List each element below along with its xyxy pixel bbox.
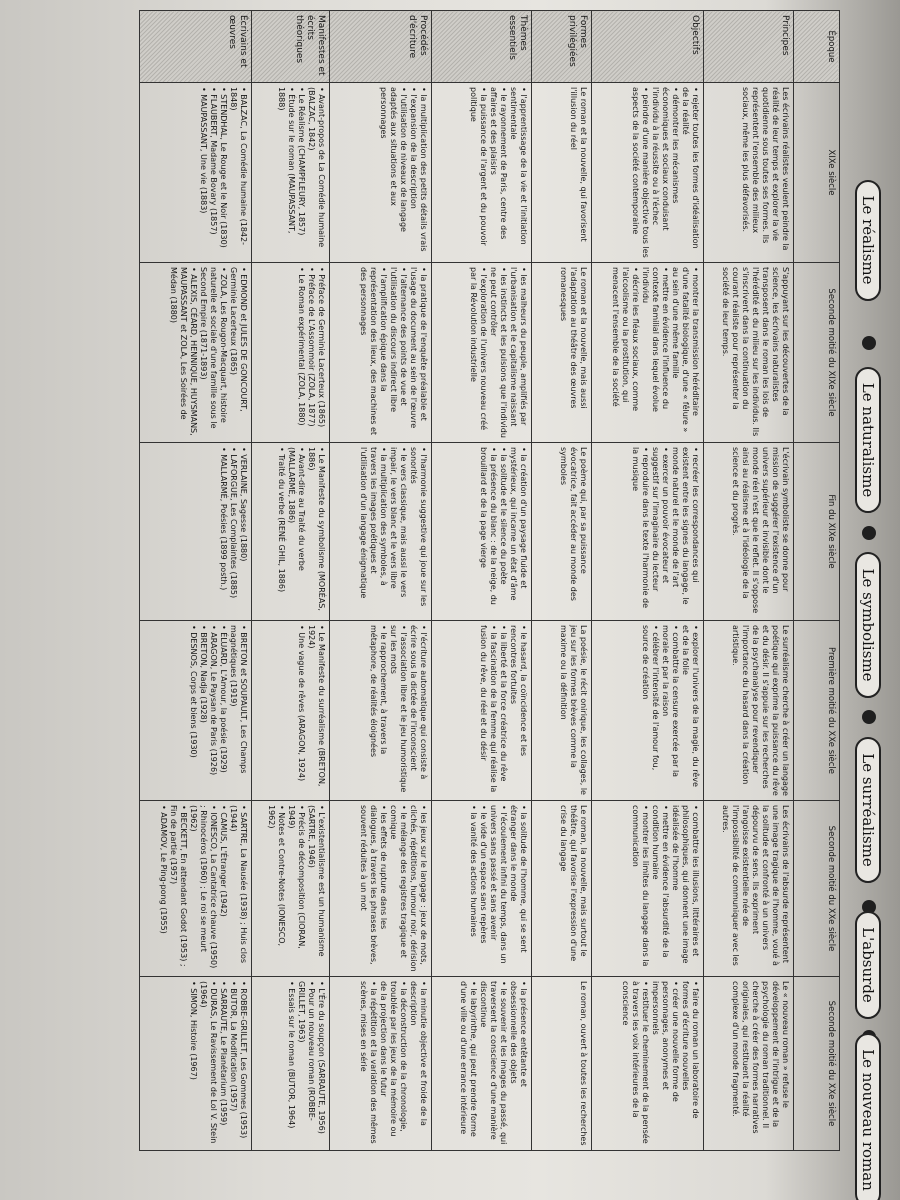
principes-cell: Les écrivains de l'absurde représentent une image tragique de l'homme, voué à la solitude et confronté à un univers dépourvu de sens. Ils expriment l'angoisse existentielle née de l'impossibilité de communiquer avec les autres. [704, 801, 794, 977]
list-item: • le rapprochement, à travers la métaphore, de réalités éloignées [368, 625, 388, 796]
epoque-cell: Première moitié du XXe siècle [794, 621, 840, 801]
list-item: • la déconstruction de la chronologie, troublée par les jeux de la mémoire ou de la projection dans le futur [378, 981, 408, 1146]
epoque-cell: XIXe siècle [794, 83, 840, 263]
list-item: • mettre en évidence l'influence du contexte familial dans lequel évolue l'individu [640, 267, 670, 438]
ecrivains-cell [140, 83, 252, 263]
table-row [592, 11, 704, 1151]
list-item: • ROBBE-GRILLET, Les Gommes (1953) [238, 981, 248, 1146]
list-item: • la solitude et le silence du poète [498, 447, 508, 616]
list-item: • reproduire dans le texte l'harmonie de la musique [630, 447, 650, 616]
list-item: • démontrer les mécanismes économiques et sociaux conduisant l'individu à la réussite ou à l'échec [650, 87, 680, 258]
list-item: • l'association libre et le jeu humoristique sur les mots [388, 625, 408, 796]
list-item: • montrer les limites du langage dans la communication [630, 805, 650, 972]
list-item: • mettre en évidence l'absurdité de la condition humaine [650, 805, 670, 972]
formes-cell: Le roman et la nouvelle, mais aussi l'adaptation au théâtre des œuvres romanesques [532, 263, 592, 443]
list-item: • le vide d'un espace sans repères [478, 805, 488, 972]
formes-cell: La poésie, le récit onirique, les collages, le jeu sur les formes brèves comme la maxime ou la définition [532, 621, 592, 801]
bullet-dot-icon [862, 336, 876, 350]
procedes-cell [330, 443, 432, 621]
table-row [330, 11, 432, 1151]
themes-cell [432, 621, 532, 801]
list-item: • la multiplication des symboles, à travers les images poétiques et l'utilisation d'un langage énigmatique [358, 447, 388, 616]
list-item: • SARRAUTE, Le Planétarium (1959) [218, 981, 228, 1146]
row-label: Thèmes essentiels [432, 11, 532, 83]
row-label: Principes [704, 11, 794, 83]
list-item: • MAUPASSANT, Une vie (1883) [198, 87, 208, 258]
list-item: • la fascination de la femme qui réalise la fusion du rêve, du réel et du désir [478, 625, 498, 796]
row-label: Écrivains et œuvres [140, 11, 252, 83]
row-label: Formes privilégiées [532, 11, 592, 83]
list-item: • le labyrinthe, qui peut prendre forme d'une ville ou d'une errance intérieure [458, 981, 478, 1146]
row-label: Époque [794, 11, 840, 83]
list-item: • la création d'un paysage fluide et mystérieux, qui incarne un état d'âme [508, 447, 528, 616]
list-item: • Le Manifeste du surréalisme (BRETON, 1924) [306, 625, 326, 796]
manifestes-cell [252, 263, 330, 443]
objectifs-cell [592, 83, 704, 263]
list-item: • restituer le cheminement de la pensée à travers les voix intérieures de la conscience [620, 981, 650, 1146]
row-label: Procédés d'écriture [330, 11, 432, 83]
themes-cell [432, 801, 532, 977]
procedes-cell [330, 83, 432, 263]
principes-cell: Le surréalisme cherche à créer un langage poétique qui exprime la puissance du rêve et du désir. Il s'appuie sur les recherches de la psychanalyse pour revendiquer l'importance du hasard dans la création artistique. [704, 621, 794, 801]
list-item: • le hasard, la coïncidence et les rencontres fortuites [508, 625, 528, 796]
procedes-cell [330, 801, 432, 977]
list-item: • MALLARMÉ, Poésies (1899 posth.) [218, 447, 228, 616]
list-item: • l'amplification épique dans la représentation des lieux, des machines et des personnages [358, 267, 388, 438]
list-item: • DURAS, Le Ravissement de Lol V. Stein (1964) [198, 981, 218, 1146]
movement-header-surrealisme [850, 720, 886, 900]
list-item: • SIMON, Histoire (1967) [188, 981, 198, 1146]
list-item: • l'utilisation de niveaux de langage adaptés aux situations et aux personnages [378, 87, 408, 258]
manifestes-cell [252, 443, 330, 621]
objectifs-cell [592, 443, 704, 621]
movement-header-symbolisme [850, 535, 886, 715]
table-row [704, 11, 794, 1151]
table-row [140, 11, 252, 1151]
manifestes-cell [252, 621, 330, 801]
table-row [252, 11, 330, 1151]
list-item: • ADAMOV, Le Ping-pong (1955) [158, 805, 168, 972]
list-item: • Une vague de rêves (ARAGON, 1924) [296, 625, 306, 796]
list-item: • BRETON et SOUPAULT, Les Champs magnétiques (1919) [228, 625, 248, 796]
list-item: • la multiplication des petits détails vrais [418, 87, 428, 258]
list-item: • la minutie objective et froide de la description [408, 981, 428, 1146]
table-row [532, 11, 592, 1151]
manifestes-cell [252, 801, 330, 977]
list-item: • Le Manifeste du symbolisme (MORÉAS, 1886) [306, 447, 326, 616]
list-item: • combattre les illusions, littéraires et philosophiques, qui donnent une image idéalisée de l'homme [670, 805, 700, 972]
list-item: • BUTOR, La Modification (1957) [228, 981, 238, 1146]
list-item: • la présence du blanc : de la neige, du brouillard et de la page vierge [478, 447, 498, 616]
manifestes-cell [252, 977, 330, 1151]
list-item: • BECKETT, En attendant Godot (1953) ; Fin de partie (1957) [168, 805, 188, 972]
list-item: • décrire les fléaux sociaux, comme l'alcoolisme ou la prostitution, qui menacent l'ensemble de la société [610, 267, 640, 438]
epoque-cell: Seconde moitié du XIXe siècle [794, 263, 840, 443]
movement-header-naturalisme [850, 350, 886, 530]
list-item: • Précis de décomposition (CIORAN, 1949) [286, 805, 306, 972]
literary-movements-table [139, 10, 840, 1151]
list-item: • montrer la transmission héréditaire d'une fatalité biologique, d'une « fêlure » au sein d'une même famille [670, 267, 700, 438]
list-item: • recréer les correspondances qui existent entre les signes du langage, le monde naturel et le monde de l'art [670, 447, 700, 616]
list-item: • Préface de L'Assommoir (ZOLA, 1877) [306, 267, 316, 438]
ecrivains-cell [140, 621, 252, 801]
list-item: • FLAUBERT, Madame Bovary (1857) [208, 87, 218, 258]
list-item: • CAMUS, L'Étranger (1942) [218, 805, 228, 972]
list-item: • ALEXIS, CÉARD, HENNIQUE, HUYSMANS, MAUPASSANT et ZOLA, Les Soirées de Médan (1880) [168, 267, 198, 438]
list-item: • Pour un nouveau roman (ROBBE-GRILLET, 1963) [296, 981, 316, 1146]
list-item: • Le Réalisme (CHAMPFLEURY, 1857) [296, 87, 306, 258]
list-item: • rejeter toutes les formes d'idéalisation de la réalité [680, 87, 700, 258]
list-item: • BALZAC, La Comédie humaine (1842-1848) [228, 87, 248, 258]
list-item: • ZOLA, Les Rougon-Macquart, histoire naturelle et sociale d'une famille sous le Second Empire (1871-1893) [198, 267, 228, 438]
list-item: • le rayonnement de Paris, centre des affaires et des plaisirs [488, 87, 508, 258]
list-item: • les malheurs du peuple, amplifiés par l'urbanisation et le capitalisme naissant [508, 267, 528, 438]
list-item: • EDMOND et JULES DE GONCOURT, Germinie Lacerteux (1865) [228, 267, 248, 438]
movement-title: Le naturalisme [855, 367, 881, 513]
list-item: • Essais sur le roman (BUTOR, 1964) [286, 981, 296, 1146]
list-item: • le mélange des registres tragique et comique [388, 805, 408, 972]
list-item: • exercer un pouvoir évocateur et suggestif sur l'imaginaire du lecteur [650, 447, 670, 616]
movement-title: Le surréalisme [855, 737, 881, 883]
row-label: Manifestes et écrits théoriques [252, 11, 330, 83]
list-item: • DESNOS, Corps et biens (1930) [188, 625, 198, 796]
ecrivains-cell [140, 263, 252, 443]
movement-header-realisme [850, 150, 886, 330]
procedes-cell [330, 977, 432, 1151]
list-item: • combattre la censure exercée par la morale et par la raison [660, 625, 680, 796]
procedes-cell [330, 621, 432, 801]
table-row [432, 11, 532, 1151]
list-item: • l'écriture automatique qui consiste à écrire sous la dictée de l'inconscient [408, 625, 428, 796]
movement-header-nouveau-roman [850, 1040, 886, 1200]
formes-cell: Le roman et la nouvelle, qui favorisent l'illusion du réel [532, 83, 592, 263]
themes-cell [432, 263, 532, 443]
objectifs-cell [592, 801, 704, 977]
list-item: • Préface de Germinie Lacerteux (1865) [316, 267, 326, 438]
list-item: • l'exploration de l'univers nouveau créé par la Révolution industrielle [468, 267, 488, 438]
list-item: • explorer l'univers de la magie, du rêve et de la folie [680, 625, 700, 796]
themes-cell [432, 977, 532, 1151]
principes-cell: Les écrivains réalistes veulent peindre la réalité de leur temps et explorer la vie quotidienne sous toutes ses formes. Ils représentent l'ensemble des milieux sociaux, même les plus défavorisés. [704, 83, 794, 263]
ecrivains-cell [140, 977, 252, 1151]
list-item: • la puissance de l'argent et du pouvoir politique [468, 87, 488, 258]
movement-header-absurde [850, 905, 886, 1025]
list-item: • l'apprentissage de la vie et l'initiation sentimentale [508, 87, 528, 258]
list-item: • créer une nouvelle forme de personnages, anonymes et impersonnels [650, 981, 680, 1146]
list-item: • L'existentialisme est un humanisme (SARTRE, 1946) [306, 805, 326, 972]
list-item: • Le Roman expérimental (ZOLA, 1880) [296, 267, 306, 438]
list-item: • le souvenir et les images du passé, qui traversent la conscience d'une manière discontinue [478, 981, 508, 1146]
list-item: • Notes et Contre-Notes (IONESCO, 1962) [266, 805, 286, 972]
list-item: • Avant-dire au Traité du verbe (MALLARMÉ, 1886) [286, 447, 306, 616]
objectifs-cell [592, 621, 704, 801]
objectifs-cell [592, 263, 704, 443]
list-item: • les effets de rupture dans les dialogues, à travers les phrases brèves, souvent réduites à un mot [358, 805, 388, 972]
list-item: • les instincts et les pulsions que l'individu ne peut contrôler [488, 267, 508, 438]
movement-title: Le réalisme [855, 180, 881, 301]
list-item: • l'alternance des points de vue et l'utilisation du discours indirect libre [388, 267, 408, 438]
list-item: • Traité du verbe (RENÉ GHIL, 1886) [276, 447, 286, 616]
list-item: • la présence entêtante et obsessionnelle des objets [508, 981, 528, 1146]
formes-cell: Le roman, la nouvelle, mais surtout le théâtre, qui favorise l'expression d'une crise du langage [532, 801, 592, 977]
row-label: Objectifs [592, 11, 704, 83]
themes-cell [432, 443, 532, 621]
list-item: • peindre d'une manière objective tous les aspects de la société contemporaine [630, 87, 650, 258]
movement-title: Le nouveau roman [855, 1033, 881, 1200]
epoque-cell: Fin du XIXe siècle [794, 443, 840, 621]
epoque-cell: Seconde moitié du XXe siècle [794, 977, 840, 1151]
themes-cell [432, 83, 532, 263]
ecrivains-cell [140, 443, 252, 621]
objectifs-cell [592, 977, 704, 1151]
list-item: • Avant-propos de La Comédie humaine (BALZAC, 1842) [306, 87, 326, 258]
formes-cell: Le poème qui, par sa puissance évocatrice, fait accéder au monde des symboles [532, 443, 592, 621]
principes-cell: L'écrivain symboliste se donne pour mission de suggérer l'existence d'un univers supérieur et invisible dont le monde réel n'est que le reflet. Il s'oppose ainsi au réalisme et à l'idéologie de la science et du progrès. [704, 443, 794, 621]
ecrivains-cell [140, 801, 252, 977]
manifestes-cell [252, 83, 330, 263]
list-item: • VERLAINE, Sagesse (1880) [238, 447, 248, 616]
list-item: • ÉLUARD, L'Amour, la poésie (1929) [218, 625, 228, 796]
list-item: • LAFORGUE, Les Complaintes (1885) [228, 447, 238, 616]
movement-title: Le symbolisme [855, 552, 881, 697]
list-item: • la solitude de l'homme, qui se sent étranger dans le monde [508, 805, 528, 972]
principes-cell: Le « nouveau roman » refuse le développement de l'intrigue et de la psychologie du roman traditionnel. Il cherche à créer des formes narratives originales, qui restituent la réalité complexe d'un monde fragmenté. [704, 977, 794, 1151]
list-item: • l'écoulement infini du temps, dans un univers sans passé et sans avenir [488, 805, 508, 972]
principes-cell: S'appuyant sur les découvertes de la science, les écrivains naturalistes transposent dans le roman les lois de l'hérédité et du milieu sur les individus. Ils s'inscrivent dans la continuation du courant réaliste pour représenter la société de leur temps. [704, 263, 794, 443]
list-item: • IONESCO, La Cantatrice chauve (1950) ; Rhinocéros (1960) ; Le roi se meurt (1962) [188, 805, 218, 972]
list-item: • L'Ère du soupçon (SARRAUTE, 1956) [316, 981, 326, 1146]
list-item: • la liberté et la force créatrice du rêve [498, 625, 508, 796]
list-item: • la vanité des actions humaines [468, 805, 478, 972]
list-item: • Étude sur le roman (MAUPASSANT, 1888) [276, 87, 296, 258]
table-row [794, 11, 840, 1151]
list-item: • les jeux sur le langage : jeux de mots, clichés, répétitions, humour noir, dérision [408, 805, 428, 972]
formes-cell: Le roman, ouvert à toutes les recherches [532, 977, 592, 1151]
list-item: • célébrer l'intensité de l'amour fou, source de création [640, 625, 660, 796]
list-item: • ARAGON, Le Paysan de Paris (1926) [208, 625, 218, 796]
procedes-cell [330, 263, 432, 443]
list-item: • l'harmonie suggestive qui joue sur les sonorités [408, 447, 428, 616]
list-item: • le vers classique, mais aussi le vers impair, le vers blanc et le vers libre [388, 447, 408, 616]
list-item: • la répétition et la variation des mêmes scènes, mises en série [358, 981, 378, 1146]
list-item: • BRETON, Nadja (1928) [198, 625, 208, 796]
list-item: • l'expansion de la description [408, 87, 418, 258]
list-item: • la pratique de l'enquête préalable et l'usage du document au sein de l'œuvre [408, 267, 428, 438]
list-item: • SARTRE, La Nausée (1938) ; Huis clos (1944) [228, 805, 248, 972]
list-item: • faire du roman un laboratoire de formes d'écriture nouvelles [680, 981, 700, 1146]
movement-title: L'absurde [855, 911, 881, 1019]
list-item: • STENDHAL, Le Rouge et le Noir (1830) [218, 87, 228, 258]
epoque-cell: Seconde moitié du XXe siècle [794, 801, 840, 977]
